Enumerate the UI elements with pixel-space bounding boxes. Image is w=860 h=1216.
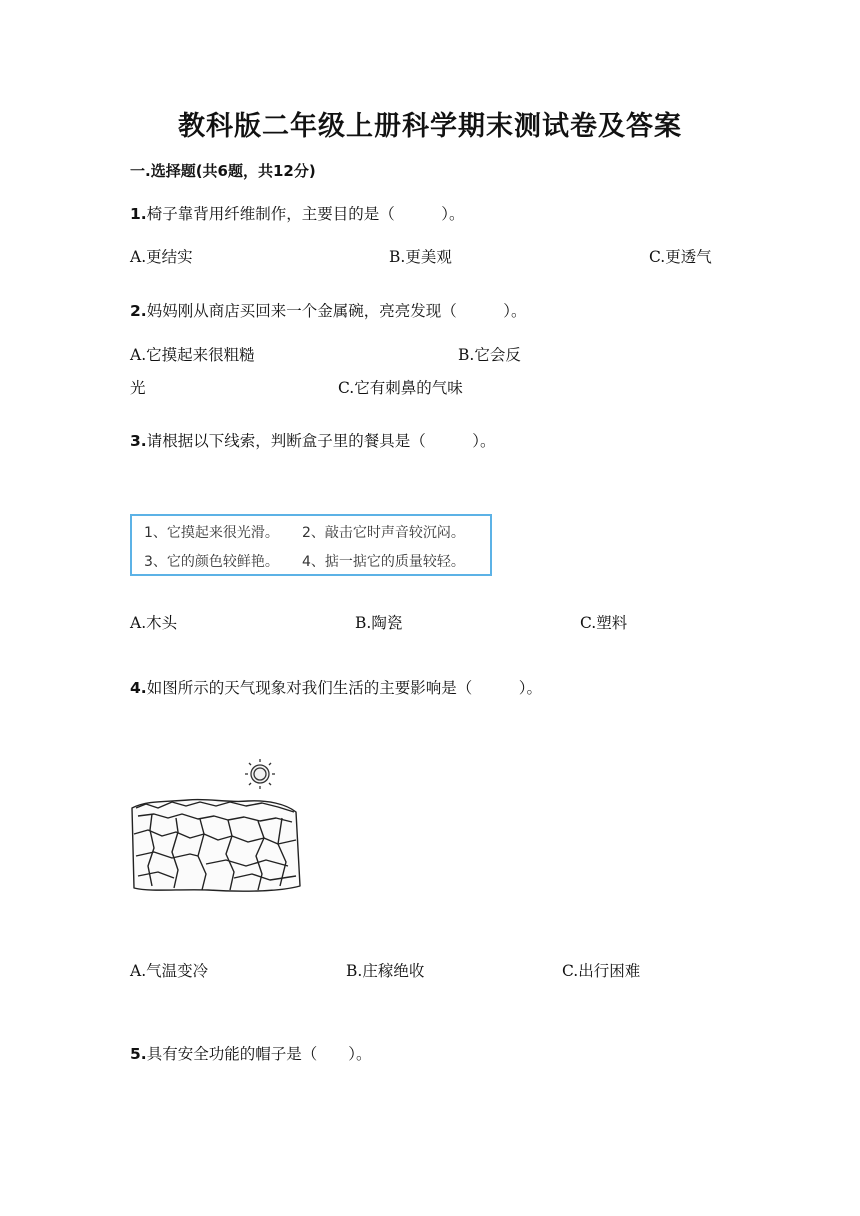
question-text: 如图所示的天气现象对我们生活的主要影响是（ ）。 [146, 679, 542, 697]
question-3 [130, 429, 495, 451]
page-title: 教科版二年级上册科学期末测试卷及答案 [178, 111, 682, 142]
option-a: A.木头 [130, 614, 178, 632]
question-number: 5. [130, 1045, 147, 1063]
question-text: 请根据以下线索，判断盒子里的餐具是（ ）。 [146, 432, 496, 450]
question-number: 1. [130, 205, 147, 223]
section-heading: 一.选择题(共6题，共12分) [130, 162, 316, 180]
question-number: 2. [130, 302, 147, 320]
option-b-continued: 光 [130, 379, 146, 397]
option-b: B.陶瓷 [355, 614, 403, 632]
question-text: 椅子靠背用纤维制作，主要目的是（ ）。 [146, 205, 465, 223]
option-b: B.它会反 [458, 346, 521, 364]
question-5 [130, 1042, 371, 1064]
option-a: A.它摸起来很粗糙 [130, 346, 255, 364]
clue-1: 1、它摸起来很光滑。 [144, 525, 279, 541]
clue-box [130, 514, 492, 576]
option-b: B.更美观 [389, 248, 452, 266]
question-4 [130, 676, 542, 698]
question-1 [130, 202, 464, 224]
option-c: C.它有刺鼻的气味 [338, 379, 463, 397]
option-a: A.更结实 [130, 248, 193, 266]
question-text: 具有安全功能的帽子是（ ）。 [146, 1045, 372, 1063]
clue-2: 2、敲击它时声音较沉闷。 [302, 525, 465, 541]
option-c: C.塑料 [580, 614, 628, 632]
clue-4: 4、掂一掂它的质量较轻。 [302, 554, 465, 570]
question-text: 妈妈刚从商店买回来一个金属碗，亮亮发现（ ）。 [146, 302, 527, 320]
question-number: 4. [130, 679, 147, 697]
option-a: A.气温变冷 [130, 962, 209, 980]
drought-illustration [128, 756, 304, 900]
option-c: C.更透气 [649, 248, 712, 266]
question-2 [130, 299, 526, 321]
option-b: B.庄稼绝收 [346, 962, 425, 980]
sun-icon [245, 759, 275, 789]
option-c: C.出行困难 [562, 962, 641, 980]
question-number: 3. [130, 432, 147, 450]
cracked-earth-icon [132, 800, 300, 892]
clue-3: 3、它的颜色较鲜艳。 [144, 554, 279, 570]
